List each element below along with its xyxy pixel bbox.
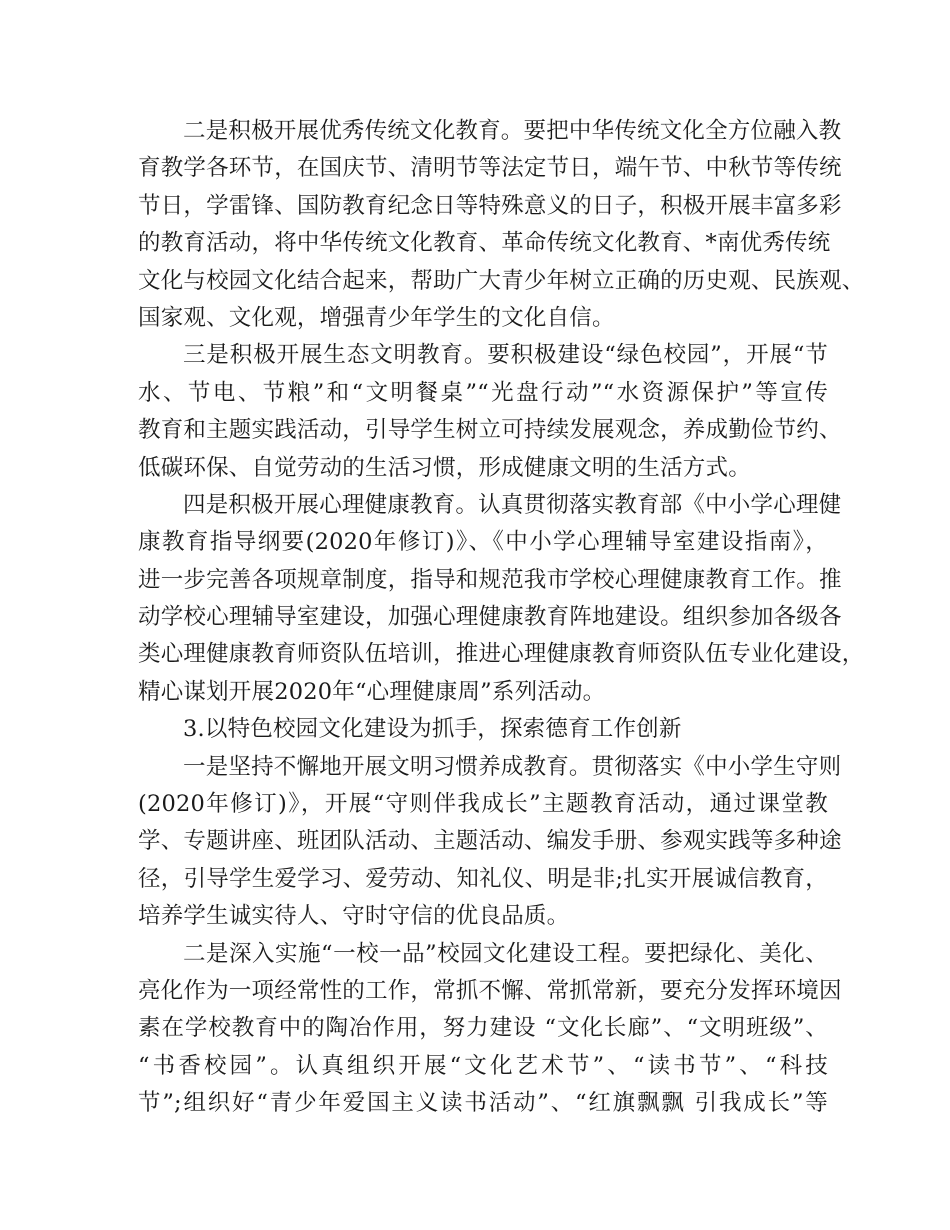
- text-line: 育教学各环节，在国庆节、清明节等法定节日，端午节、中秋节等传统: [138, 155, 842, 182]
- text-line: 节”;组织好“青少年爱国主义读书活动”、“红旗飘飘 引我成长”等: [138, 1090, 828, 1117]
- text-line: 水、节电、节粮”和“文明餐桌”“光盘行动”“水资源保护”等宣传: [138, 379, 828, 406]
- paragraph-mental-health: [138, 487, 865, 711]
- document-body: [138, 113, 865, 1123]
- text-line: 类心理健康教育师资队伍培训，推进心理健康教育师资队伍专业化建设，: [138, 641, 865, 668]
- text-line: 教育和主题实践活动，引导学生树立可持续发展观念，养成勤俭节约、: [138, 417, 842, 444]
- text-line: 文化与校园文化结合起来，帮助广大青少年树立正确的历史观、民族观、: [138, 267, 865, 294]
- text-line: (2020年修订)》，开展“守则伴我成长”主题教育活动，通过课堂教: [138, 791, 828, 818]
- text-line: 动学校心理辅导室建设，加强心理健康教育阵地建设。组织参加各级各: [138, 604, 842, 631]
- text-line: “书香校园”。认真组织开展“文化艺术节”、“读书节”、“科技: [138, 1052, 828, 1079]
- text-line: 的教育活动，将中华传统文化教育、革命传统文化教育、*南优秀传统: [138, 230, 831, 257]
- text-line: 素在学校教育中的陶冶作用，努力建设 “文化长廊”、“文明班级”、: [138, 1015, 828, 1042]
- section-heading: 3.以特色校园文化建设为抓手，探索德育工作创新: [183, 716, 682, 743]
- paragraph-traditional-culture: [138, 113, 865, 337]
- text-line: 精心谋划开展2020年“心理健康周”系列活动。: [138, 678, 606, 705]
- text-line: 低碳环保、自觉劳动的生活习惯，形成健康文明的生活方式。: [138, 454, 751, 481]
- paragraph-civilized-habits: [138, 749, 842, 936]
- section-heading-campus-culture: [138, 711, 828, 748]
- text-line: 一是坚持不懈地开展文明习惯养成教育。贯彻落实《中小学生守则: [183, 753, 842, 780]
- text-line: 节日，学雷锋、国防教育纪念日等特殊意义的日子，积极开展丰富多彩: [138, 192, 842, 219]
- text-line: 学、专题讲座、班团队活动、主题活动、编发手册、参观实践等多种途: [138, 828, 842, 855]
- paragraph-one-school-one-brand: [138, 936, 842, 1123]
- text-line: 二是深入实施“一校一品”校园文化建设工程。要把绿化、美化、: [183, 940, 828, 967]
- paragraph-ecological-education: [138, 337, 842, 487]
- text-line: 三是积极开展生态文明教育。要积极建设“绿色校园”，开展“节: [183, 342, 828, 369]
- text-line: 培养学生诚实待人、守时守信的优良品质。: [138, 903, 570, 930]
- text-line: 康教育指导纲要(2020年修订)》、《中小学心理辅导室建设指南》，: [138, 529, 828, 556]
- text-line: 径，引导学生爱学习、爱劳动、知礼仪、明是非;扎实开展诚信教育，: [138, 865, 828, 892]
- text-line: 二是积极开展优秀传统文化教育。要把中华传统文化全方位融入教: [183, 118, 842, 144]
- text-line: 亮化作为一项经常性的工作，常抓不懈、常抓常新，要充分发挥环境因: [138, 977, 842, 1004]
- text-line: 国家观、文化观，增强青少年学生的文化自信。: [138, 304, 615, 331]
- text-line: 四是积极开展心理健康教育。认真贯彻落实教育部《中小学心理健: [183, 491, 842, 518]
- text-line: 进一步完善各项规章制度，指导和规范我市学校心理健康教育工作。推: [138, 566, 842, 593]
